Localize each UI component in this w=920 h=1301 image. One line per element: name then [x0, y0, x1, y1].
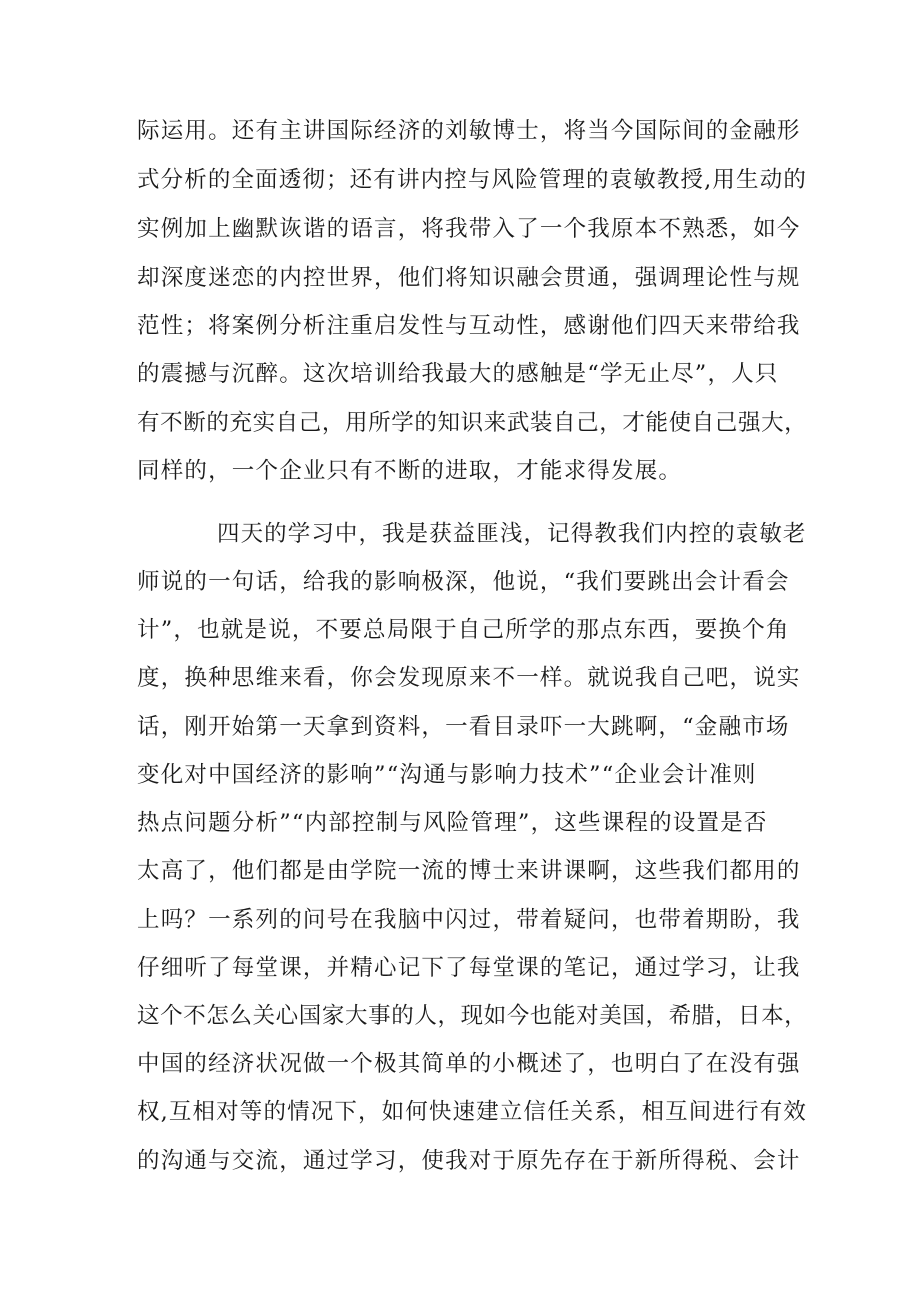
text-line: 有不断的充实自己，用所学的知识来武装自己，才能使自己强大，: [137, 410, 808, 436]
text-line: 际运用。还有主讲国际经济的刘敏博士，将当今国际间的金融形: [137, 118, 801, 144]
text-line: 中国的经济状况做一个极其简单的小概述了，也明白了在没有强: [137, 1051, 801, 1077]
text-line: 变化对中国经济的影响”“沟通与影响力技术”“企业会计准则: [137, 762, 757, 788]
text-line: 太高了，他们都是由学院一流的博士来讲课啊，这些我们都用的: [137, 858, 801, 884]
text-line: 的震撼与沉醉。这次培训给我最大的感触是“学无止尽”，人只: [137, 361, 779, 387]
text-line: 这个不怎么关心国家大事的人，现如今也能对美国，希腊，日本，: [137, 1003, 808, 1029]
text-line: 却深度迷恋的内控世界，他们将知识融会贯通，强调理论性与规: [137, 265, 801, 291]
text-line: 四天的学习中，我是获益匪浅，记得教我们内控的袁敏老: [217, 521, 807, 547]
text-line: 师说的一句话，给我的影响极深，他说，“我们要跳出会计看会: [137, 569, 790, 595]
text-line: 实例加上幽默诙谐的语言，将我带入了一个我原本不熟悉，如今: [137, 216, 801, 242]
text-line: 热点问题分析”“内部控制与风险管理”，这些课程的设置是否: [137, 810, 768, 836]
text-line: 话，刚开始第一天拿到资料，一看目录吓一大跳啊，“金融市场: [137, 714, 790, 740]
text-line: 同样的，一个企业只有不断的进取，才能求得发展。: [137, 458, 683, 484]
text-line: 的沟通与交流，通过学习，使我对于原先存在于新所得税、会计: [137, 1148, 801, 1174]
text-line: 式分析的全面透彻；还有讲内控与风险管理的袁敏教授,用生动的: [137, 167, 807, 193]
text-line: 上吗？一系列的问号在我脑中闪过，带着疑问，也带着期盼，我: [137, 907, 801, 933]
text-line: 权,互相对等的情况下，如何快速建立信任关系，相互间进行有效: [137, 1099, 807, 1125]
text-line: 范性；将案例分析注重启发性与互动性，感谢他们四天来带给我: [137, 313, 801, 339]
text-line: 计”，也就是说，不要总局限于自己所学的那点东西，要换个角: [137, 617, 790, 643]
text-line: 度，换种思维来看，你会发现原来不一样。就说我自己吧，说实: [137, 665, 801, 691]
text-line: 仔细听了每堂课，并精心记下了每堂课的笔记，通过学习，让我: [137, 955, 801, 981]
